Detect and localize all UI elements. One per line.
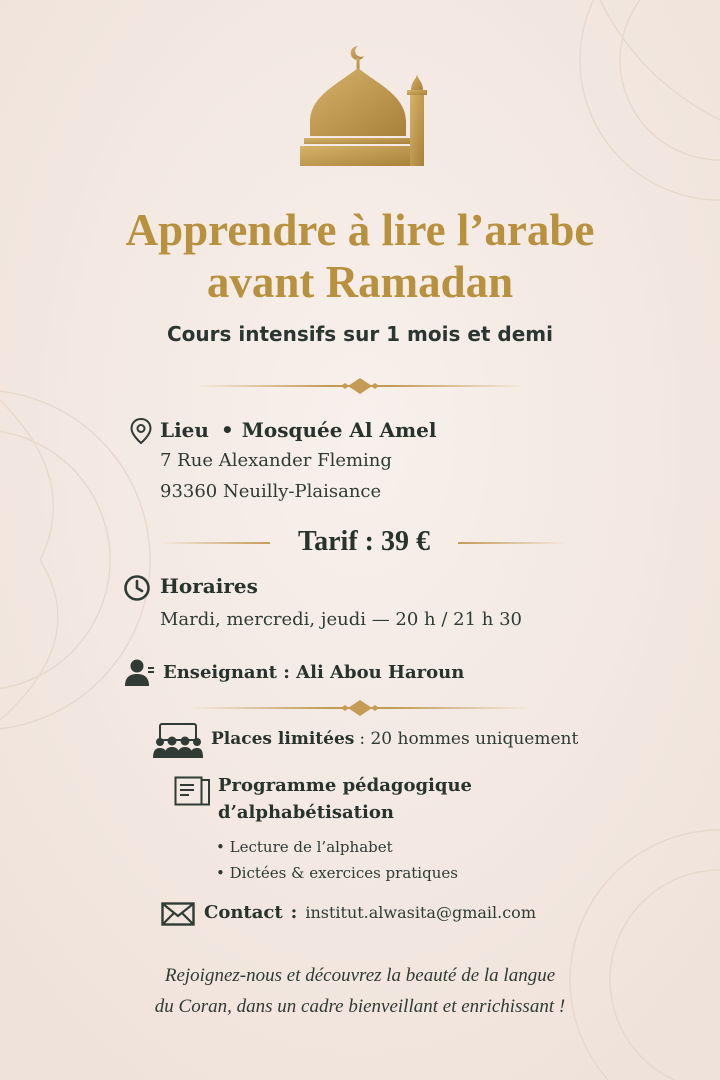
diamond-ornament-icon (335, 698, 385, 718)
title-line-1: Apprendre à lire l’arabe (125, 205, 595, 255)
footer-line-2: du Coran, dans un cadre bienveillant et enrichissant ! (154, 996, 566, 1017)
bullet: • (216, 838, 225, 856)
divider (190, 698, 530, 718)
divider (195, 376, 525, 396)
lieu-address-2: 93360 Neuilly-Plaisance (160, 481, 382, 502)
person-icon (124, 658, 156, 688)
list-item-text: Dictées & exercices pratiques (229, 864, 458, 882)
title-line-2: avant Ramadan (206, 257, 514, 307)
contact-label: Contact (204, 902, 283, 923)
places-text: : 20 hommes uniquement (359, 729, 579, 749)
contact-colon: : (290, 902, 298, 923)
contact-email[interactable]: institut.alwasita@gmail.com (305, 903, 536, 922)
list-item (216, 838, 393, 856)
clock-icon (123, 574, 151, 602)
location-pin-icon (130, 418, 152, 444)
lieu-address-1: 7 Rue Alexander Fleming (160, 450, 392, 471)
lieu-name: Mosquée Al Amel (241, 418, 437, 442)
horaires-label: Horaires (160, 574, 258, 598)
footer-line-1: Rejoignez-nous et découvrez la beauté de la langue (164, 965, 556, 986)
group-icon (152, 722, 204, 760)
programme-title-2: d’alphabétisation (218, 802, 394, 823)
envelope-icon (161, 902, 195, 926)
diamond-ornament-icon (335, 376, 385, 396)
places-label: Places limitées (211, 729, 355, 749)
mosque-icon (298, 44, 438, 172)
enseignant: Enseignant : Ali Abou Haroun (163, 662, 465, 683)
list-item-text: Lecture de l’alphabet (229, 838, 393, 856)
tarif-rule-left (160, 542, 270, 544)
places-line (211, 729, 578, 749)
list-item (216, 864, 458, 882)
subtitle: Cours intensifs sur 1 mois et demi (167, 322, 553, 346)
lieu-line (160, 416, 437, 444)
horaires-text: Mardi, mercredi, jeudi — 20 h / 21 h 30 (160, 609, 522, 630)
programme-title-1: Programme pédagogique (218, 775, 472, 796)
bullet: • (216, 864, 225, 882)
lieu-bullet: • (220, 418, 234, 442)
document-icon (174, 776, 212, 806)
tarif: Tarif : 39 € (298, 526, 430, 557)
tarif-rule-right (458, 542, 568, 544)
lieu-label: Lieu (160, 418, 209, 442)
contact-line (204, 902, 536, 923)
